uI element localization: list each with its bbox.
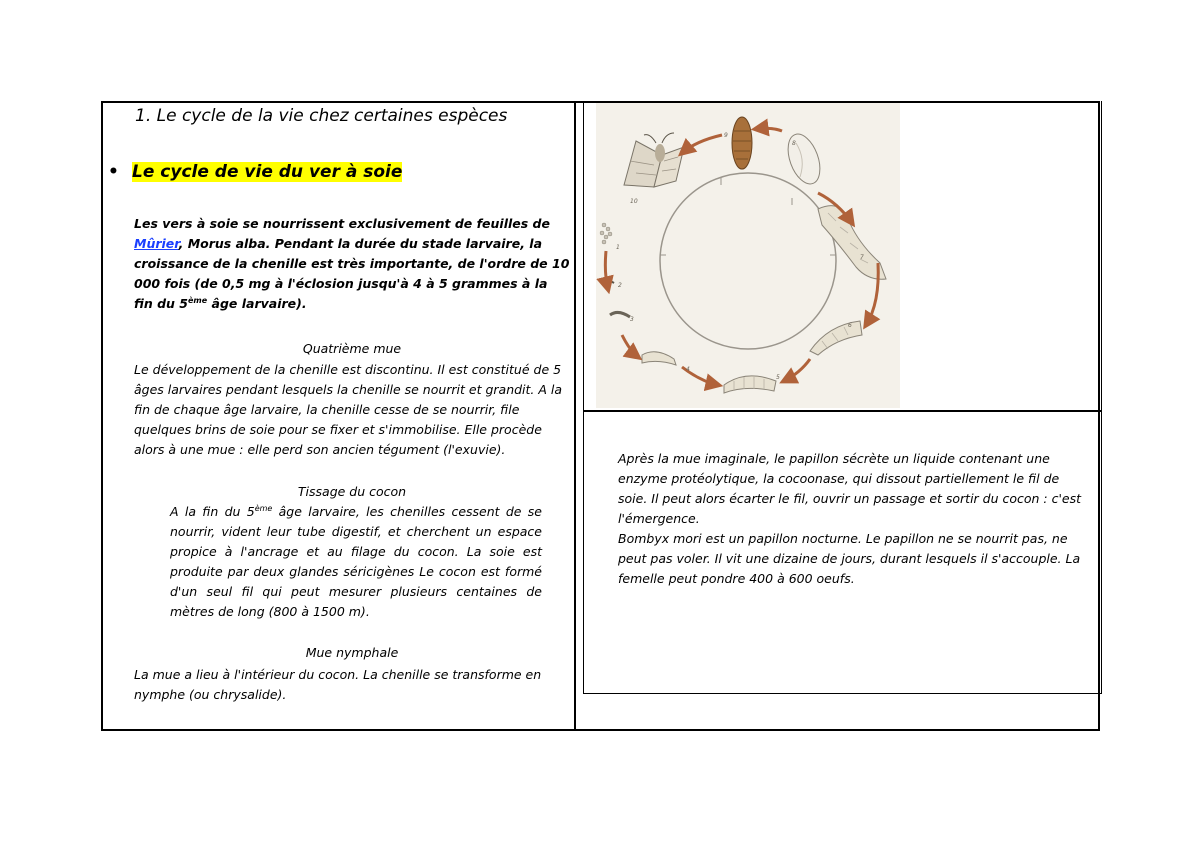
- bombyx-paragraph: Bombyx mori est un papillon nocturne. Le papillon ne se nourrit pas, ne peut pas voler. Il vit une dizaine de jours, durant lesquels il s'accouple. La femelle peut pondre 400 à 600 oeufs.: [618, 531, 1081, 586]
- stage-4-label: 4: [686, 366, 690, 373]
- nymph-text: La mue a lieu à l'intérieur du cocon. La chenille se transforme en nymphe (ou chrysalide).: [134, 667, 542, 702]
- silkworm-life-cycle-diagram: [596, 103, 900, 408]
- stage-10-label: 10: [630, 198, 638, 205]
- eggs-icon: [600, 223, 612, 244]
- cocon-text-1: A la fin du 5: [170, 504, 255, 519]
- stage-9-label: 9: [724, 132, 728, 139]
- larva-stage-7-icon: [818, 206, 886, 280]
- stage-3-label: 3: [630, 316, 634, 323]
- stage-2-label: 2: [618, 282, 622, 289]
- right-text-block: [618, 449, 1088, 589]
- cocon-text-2: âge larvaire, les chenilles cessent de se nourrir, vident leur tube digestif, et cherchent un espace propice à l'ancrage et au filage du cocon. La soie est produite par deux glandes séricigènes Le cocon est formé d'un seul fil qui peut mesurer plusieurs centaines de mètres de long (800 à 1500 m).: [170, 504, 542, 619]
- intro-text-3: âge larvaire).: [207, 296, 307, 311]
- intro-paragraph: [134, 214, 570, 314]
- moth-icon: [624, 133, 684, 187]
- mue4-text: Le développement de la chenille est discontinu. Il est constitué de 5 âges larvaires pendant lesquels la chenille se nourrit et grandit. A la fin de chaque âge larvaire, la chenille cesse de se nourrir, file quelques brins de soie pour se fixer et s'immobilise. Elle procède alors à une mue : elle perd son ancien tégument (l'exuvie).: [134, 362, 563, 457]
- subheading: [108, 162, 402, 182]
- cocoon-icon: [782, 130, 826, 188]
- stage-5-label: 5: [776, 374, 780, 381]
- bullet-icon: •: [108, 162, 119, 182]
- life-cycle-svg: [596, 103, 900, 408]
- larva-stage-6-icon: [810, 321, 862, 355]
- intro-text-2: , Morus alba. Pendant la durée du stade larvaire, la croissance de la chenille est très importante, de l'ordre de 10 000 fois (de 0,5 mg à l'éclosion jusqu'à 4 à 5 grammes à la fin du 5: [134, 236, 570, 311]
- mue4-title: Quatrième mue: [302, 341, 402, 356]
- stage-7-label: 7: [860, 254, 864, 261]
- pupa-icon: [732, 117, 752, 169]
- column-divider: [574, 101, 576, 731]
- nymph-title: Mue nymphale: [305, 645, 399, 660]
- larva-stage-4-icon: [642, 352, 676, 365]
- stage-6-label: 6: [848, 322, 852, 329]
- larva-stage-3-icon: [610, 312, 630, 317]
- murier-link[interactable]: Mûrier: [134, 236, 179, 251]
- stage-1-label: 1: [616, 244, 620, 251]
- cocon-text: [170, 502, 542, 622]
- emergence-paragraph: Après la mue imaginale, le papillon sécrète un liquide contenant une enzyme protéolytique, la cocoonase, qui dissout partiellement le fil de soie. Il peut alors écarter le fil, ouvrir un passage et sortir du cocon : c'est l'émergence.: [618, 451, 1082, 526]
- cycle-circle: [660, 173, 836, 349]
- section-heading: 1. Le cycle de la vie chez certaines espèces: [135, 106, 508, 126]
- larva-stage-5-icon: [724, 376, 776, 393]
- subheading-text: Le cycle de vie du ver à soie: [132, 162, 403, 182]
- intro-text-1: Les vers à soie se nourrissent exclusivement de feuilles de: [134, 216, 550, 231]
- cocon-title: Tissage du cocon: [297, 484, 407, 499]
- right-inner-separator: [583, 410, 1102, 412]
- stage-8-label: 8: [792, 140, 796, 147]
- intro-sup: ème: [188, 295, 208, 305]
- cocon-sup: ème: [254, 503, 273, 513]
